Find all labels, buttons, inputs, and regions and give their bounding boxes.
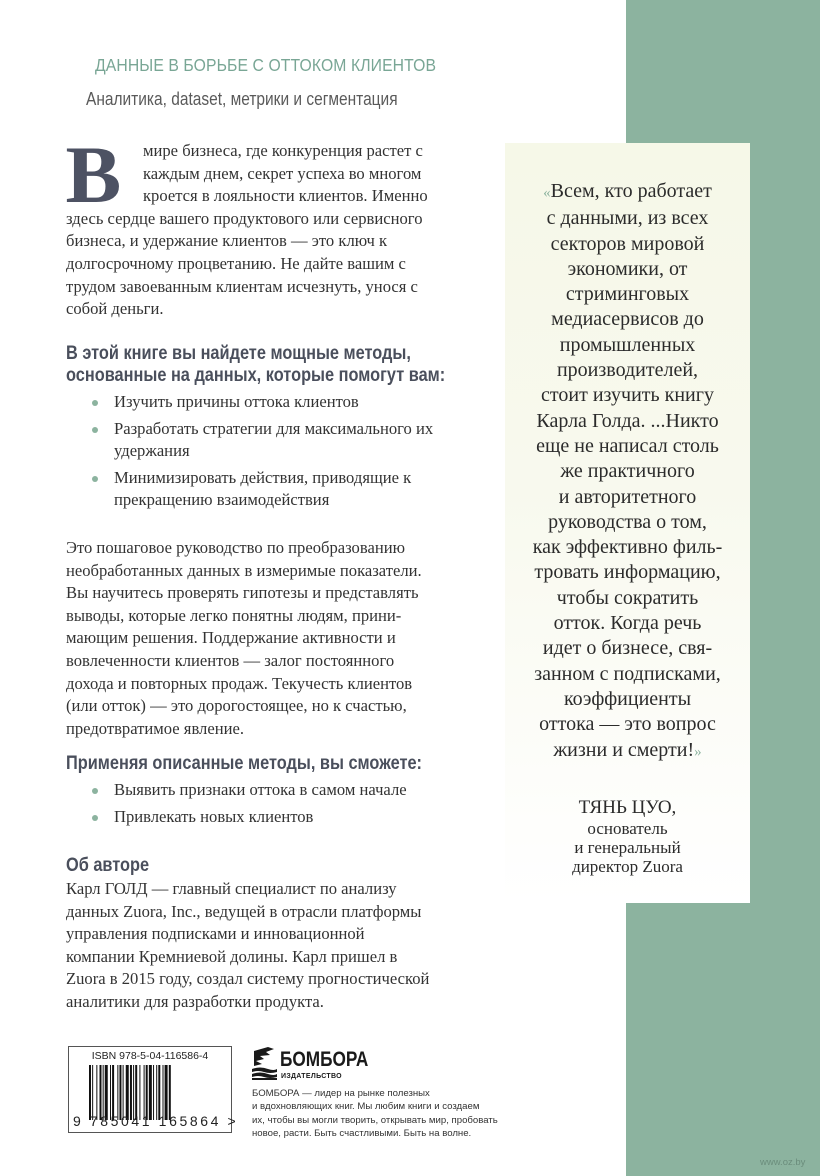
barcode-bar [146,1065,148,1120]
text-line: Карл ГОЛД — главный специалист по анализу [66,879,397,898]
benefits-list [66,779,496,828]
text-line: аналитики для разработки продукта. [66,991,324,1011]
barcode-bar [112,1065,114,1120]
text-line: данных Zuora, Inc., ведущей в отрасли платформы [66,901,422,921]
intro-paragraph [65,129,496,321]
text-line: необработанных данных в измеримые показатели. [66,560,422,580]
publisher-blurb-line: их, чтобы вы могли творить, открывать мир, пробовать [252,1114,498,1126]
text-line: мире бизнеса, где конкуренция растет с [143,141,423,160]
quote-line-text: занном с подписками, [534,662,721,685]
quote-line-text: Всем, кто работает [550,180,712,202]
quote-line [511,434,744,459]
barcode-bar [149,1065,152,1120]
quote-line [511,179,744,206]
quote-line [511,333,744,358]
barcode-bar [169,1065,171,1120]
bullet-item-text: Выявить признаки оттока в самом начале [114,780,407,799]
quote-line [511,636,744,661]
text-line: управления подписками и инновационной [66,924,365,944]
text-line: выводы, которые легко понятны людям, прини- [66,605,402,625]
barcode-bar [117,1065,118,1120]
publisher-logo-icon [250,1045,278,1081]
quote-attribution [505,797,750,876]
quote-line-text: идет о бизнесе, свя- [542,637,713,660]
text-line: компании Кремниевой долины. Карл пришел в [66,946,398,966]
quote-line-text: тровать информацию, [534,561,721,584]
author-section [66,855,496,1014]
quote-line-text: оттока — это вопрос [539,713,716,736]
quote-line-text: жизни и смерти! [553,738,695,761]
quote-line-text: и авторитетного [558,485,697,508]
testimonial-quote-box [505,143,750,903]
barcode-bar [163,1065,164,1120]
barcode-bar [103,1065,104,1120]
testimonial-quote [505,179,750,765]
methods-heading-line: основанные на данных, которые помогут вам: [66,365,446,386]
barcode-bar [105,1065,108,1120]
bullet-item-line: Разработать стратегии для максимального их [114,418,434,438]
bullet-item-line: прекращению взаимодействия [114,490,330,510]
barcode-bar [89,1065,91,1120]
quote-line-text: Карла Голда. ...Никто [536,409,719,432]
text-line: трудом завоеванным клиентам исчезнуть, унося с [66,276,418,296]
barcode-bar [165,1065,168,1120]
bullet-item [92,779,496,802]
publisher-logo [250,1045,370,1085]
bullet-item-line: Изучить причины оттока клиентов [114,392,359,411]
text-line: вовлеченности клиентов — залог постоянного [66,650,395,670]
text-line: предотвратимое явление. [66,718,244,738]
quote-line [511,409,744,434]
quote-line-text: коэффициенты [563,687,692,710]
barcode-digits: 9 785041 165864 > [73,1113,239,1129]
quote-line-text: стриминговых [565,283,690,306]
quote-line-text: же практичного [560,460,695,483]
bullet-item [92,467,496,512]
close-quote-mark: » [694,743,702,760]
guide-paragraph [66,537,496,740]
quote-line-text: руководства о том, [548,510,707,533]
methods-heading [66,343,446,387]
quote-line-text: секторов мировой [550,232,705,255]
isbn-number: ISBN 978-5-04-116586-4 [91,1050,209,1062]
publisher-name: БОМБОРА [280,1048,369,1071]
barcode-bar [92,1065,93,1120]
book-title: ДАННЫЕ В БОРЬБЕ С ОТТОКОМ КЛИЕНТОВ [95,55,437,75]
text-line: каждым днем, секрет успеха во многом [143,163,422,183]
barcode-bar [126,1065,129,1120]
quote-line-text: чтобы сократить [556,586,699,609]
barcode-bar [130,1065,132,1120]
quote-line-text: производителей, [556,359,699,382]
text-line: собой деньги. [66,299,164,319]
methods-list [66,391,496,512]
book-subtitle: Аналитика, dataset, метрики и сегментация [86,89,398,109]
barcode-bars [89,1065,213,1120]
quote-line [511,383,744,408]
quote-line [511,560,744,585]
quote-line-text: промышленных [559,333,696,356]
open-quote-mark: « [543,185,551,201]
bullet-item [92,806,496,829]
quote-line-text: как эффективно филь- [532,536,723,559]
text-line: мающим решения. Поддержание активности и [66,628,396,648]
barcode-bar [156,1065,157,1120]
text-line: долгосрочному процветанию. Не дайте вашим с [66,253,406,273]
publisher-blurb [252,1087,512,1141]
bullet-item-text: Привлекать новых клиентов [114,806,314,826]
watermark: www.oz.by [760,1157,806,1168]
barcode-bar [96,1065,97,1120]
quote-line [511,712,744,737]
barcode-bar [123,1065,124,1120]
quote-line [511,611,744,636]
text-line: Вы научитесь проверять гипотезы и представлять [66,583,419,603]
barcode-bar [144,1065,145,1120]
quote-line-text: стоит изучить книгу [541,384,714,407]
bullet-item [92,418,496,463]
drop-cap: В [65,129,122,220]
barcode-bar [158,1065,160,1120]
barcode-bar [119,1065,121,1120]
quote-line [511,535,744,560]
quote-line [511,738,744,765]
publisher-blurb-line: новое, расти. Быть счастливыми. Быть на волне. [252,1128,472,1140]
methods-section [66,343,496,516]
benefits-section [66,753,496,832]
quote-line [511,232,744,257]
quote-line [511,307,744,332]
barcode-bar [139,1065,140,1120]
author-heading: Об авторе [66,855,150,876]
quote-line-text: экономики, от [567,257,688,280]
quote-line [511,586,744,611]
barcode-bar [135,1065,137,1120]
methods-heading-line: В этой книге вы найдете мощные методы, [66,343,411,364]
text-line: бизнеса, и удержание клиентов — это ключ к [66,231,388,251]
publisher-blurb-line: БОМБОРА — лидер на рынке полезных [252,1088,430,1099]
quote-line-text: еще не написал столь [536,434,719,457]
publisher-subtitle: ИЗДАТЕЛЬСТВО [281,1073,342,1080]
text-line: здесь сердце вашего продуктового или сервисного [66,208,423,228]
quote-line [511,459,744,484]
benefits-heading: Применяя описанные методы, вы сможете: [66,753,422,774]
quote-author-role-line: основатель [587,818,668,838]
quote-author-name: ТЯНЬ ЦУО, [578,796,677,818]
quote-author-role-line: и генеральный [574,837,681,857]
quote-line [511,662,744,687]
quote-line [511,206,744,231]
text-line: кроется в лояльности клиентов. Именно [143,186,428,206]
quote-line-text: медиасервисов до [551,308,704,331]
barcode-bar [100,1065,102,1120]
quote-line [511,510,744,535]
barcode-bar [133,1065,134,1120]
quote-line-text: с данными, из всех [546,207,709,230]
bullet-item [92,391,496,414]
publisher-blurb-line: и вдохновляющих книг. Мы любим книги и создаем [252,1101,480,1113]
text-line: Это пошаговое руководство по преобразованию [66,538,405,557]
quote-line [511,687,744,712]
barcode-bar [110,1065,111,1120]
quote-author-role-line: директор Zuora [572,856,683,876]
quote-line [511,282,744,307]
quote-line [511,257,744,282]
quote-line [511,485,744,510]
isbn-barcode [68,1046,239,1133]
barcode-bar [153,1065,154,1120]
bullet-item-line: удержания [114,441,190,461]
text-line: Zuora в 2015 году, создал систему прогностической [66,969,430,989]
bullet-item-line: Минимизировать действия, приводящие к [114,467,412,487]
text-line: (или отток) — это дорогостоящее, но к счастью, [66,696,407,716]
quote-line-text: отток. Когда речь [553,612,702,635]
text-line: дохода и повторных продаж. Текучесть клиентов [66,673,413,693]
quote-line [511,358,744,383]
